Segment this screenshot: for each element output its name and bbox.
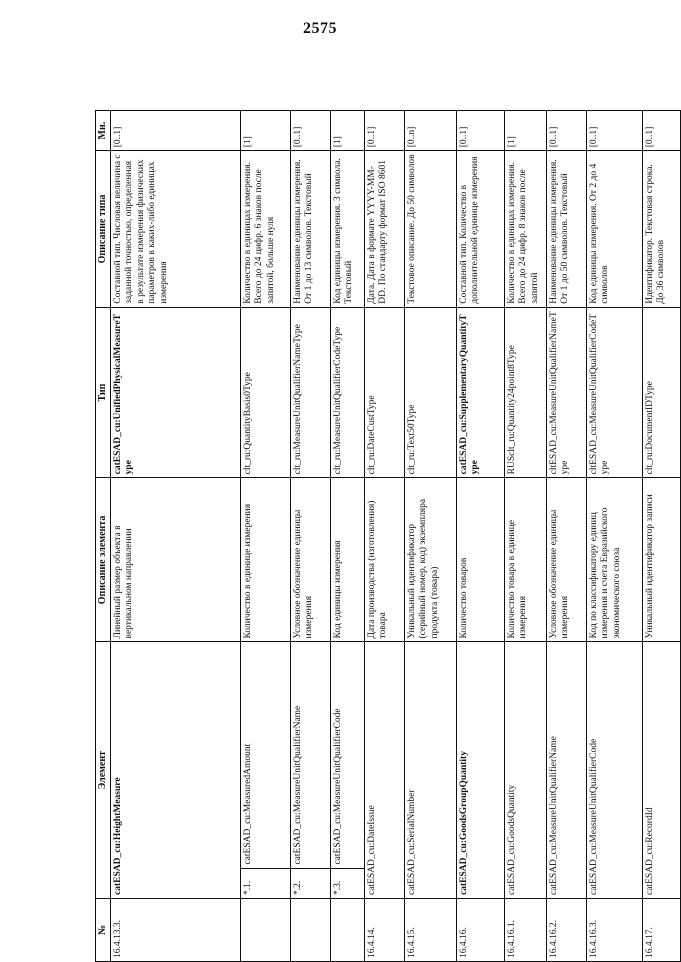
row-number [241, 898, 291, 961]
row-multiplicity: [0..1] [643, 111, 681, 151]
header-description: Описание элемента [96, 478, 111, 642]
row-number: 16.4.13.3. [111, 898, 241, 961]
row-type: clt_ru:QuantityBasis0Type [241, 307, 291, 478]
row-number: 16.4.14. [365, 898, 405, 961]
row-description: Линейный размер объекта в вертикальном направлении [111, 478, 241, 642]
header-type-description: Описание типа [96, 151, 111, 308]
row-element: catESAD_cu:DateIssue [365, 642, 405, 898]
row-number: 16.4.17. [643, 898, 681, 961]
row-type-description: Наименование единицы измерения. От 1 до 50 символов. Текстовый [547, 151, 587, 308]
row-subitem-prefix: *.2. [291, 868, 331, 898]
row-type: cltESAD_cu:MeasureUnitQualifierNameType [547, 307, 587, 478]
row-element: catESAD_cu:MeasureUnitQualifierCode [587, 642, 643, 898]
header-element: Элемент [96, 642, 111, 898]
row-type: clt_ru:MeasureUnitQualifierCodeType [331, 307, 365, 478]
row-element: catESAD_cu:GoodsQuantity [505, 642, 547, 898]
row-type-description: Код единицы измерения. 3 символа. Текстовый [331, 151, 365, 308]
row-type: clt_ru:Text50Type [405, 307, 457, 478]
header-num: № [96, 898, 111, 961]
row-type-description: Количество в единицах измерения. Всего до 24 цифр. 6 знаков после запятой, больше нуля [241, 151, 291, 308]
table-row [111, 111, 241, 962]
row-type-description: Дата. Дата в формате YYYY-MM-DD. По стандарту формат ISO 8601 [365, 151, 405, 308]
element-table [95, 110, 681, 962]
row-type: catESAD_cu:UnifiedPhysicalMeasureType [111, 307, 241, 478]
table-row [457, 111, 505, 962]
table-row [241, 111, 291, 962]
row-description: Код единицы измерения [331, 478, 365, 642]
row-type-description: Код единицы измерения. От 2 до 4 символов [587, 151, 643, 308]
row-number [331, 898, 365, 961]
row-subitem-prefix: *.1. [241, 868, 291, 898]
row-type: clt_ru:MeasureUnitQualifierNameType [291, 307, 331, 478]
table-row [365, 111, 405, 962]
row-type: clt_ru:DocumentIDType [643, 307, 681, 478]
row-element: catESAD_cu:GoodsGroupQuantity [457, 642, 505, 898]
table-row [643, 111, 681, 962]
row-number [291, 898, 331, 961]
row-multiplicity: [0..1] [291, 111, 331, 151]
row-type-description: Идентификатор. Текстовая строка. До 36 символов [643, 151, 681, 308]
row-element: catESAD_cu:MeasureUnitQualifierName [291, 642, 331, 868]
row-element: catESAD_cu:MeasuredAmount [241, 642, 291, 868]
row-type: RUSclt_ru:Quantity24point8Type [505, 307, 547, 478]
row-description: Условное обозначение единицы измерения [547, 478, 587, 642]
row-multiplicity: [0..1] [547, 111, 587, 151]
row-number: 16.4.16. [457, 898, 505, 961]
row-element: catESAD_cu:MeasureUnitQualifierCode [331, 642, 365, 868]
row-type-description: Количество в единицах измерения. Всего до 24 цифр. 8 знаков после запятой [505, 151, 547, 308]
row-description: Количество товаров [457, 478, 505, 642]
page-number: 2575 [303, 20, 337, 37]
row-description: Уникальный идентификатор записи [643, 478, 681, 642]
row-type-description: Составной тип. Числовая величина с заданной точностью, определенная в результате измерения физических параметров в каких-либо единицах измерения [111, 151, 241, 308]
table-row [291, 111, 331, 962]
row-description: Код по классификатору единиц измерения и счета Евразийского экономического союза [587, 478, 643, 642]
row-element: catESAD_cu:HeightMeasure [111, 642, 241, 898]
table-header-row [96, 111, 111, 962]
row-multiplicity: [0..1] [457, 111, 505, 151]
row-type: catESAD_cu:SupplementaryQuantityType [457, 307, 505, 478]
row-multiplicity: [1] [241, 111, 291, 151]
row-description: Уникальный идентификатор (серийный номер, код) экземпляра продукта (товара) [405, 478, 457, 642]
row-multiplicity: [1] [331, 111, 365, 151]
row-multiplicity: [1] [505, 111, 547, 151]
row-type: clt_ru:DateCustType [365, 307, 405, 478]
row-description: Дата производства (изготовления) товара [365, 478, 405, 642]
row-multiplicity: [0..n] [405, 111, 457, 151]
row-number: 16.4.16.3. [587, 898, 643, 961]
row-multiplicity: [0..1] [365, 111, 405, 151]
table-row [587, 111, 643, 962]
row-type-description: Составной тип. Количество в дополнительной единице измерения [457, 151, 505, 308]
table-row [547, 111, 587, 962]
row-element: catESAD_cu:SerialNumber [405, 642, 457, 898]
row-description: Условное обозначение единицы измерения [291, 478, 331, 642]
header-multiplicity: Мн. [96, 111, 111, 151]
row-number: 16.4.16.2. [547, 898, 587, 961]
row-type: cltESAD_cu:MeasureUnitQualifierCodeType [587, 307, 643, 478]
row-element: catESAD_cu:RecordId [643, 642, 681, 898]
row-number: 16.4.16.1. [505, 898, 547, 961]
table-row [405, 111, 457, 962]
row-multiplicity: [0..1] [111, 111, 241, 151]
row-multiplicity: [0..1] [587, 111, 643, 151]
row-number: 16.4.15. [405, 898, 457, 961]
row-description: Количество товара в единице измерения [505, 478, 547, 642]
row-type-description: Текстовое описание. До 50 символов [405, 151, 457, 308]
row-description: Количество в единице измерения [241, 478, 291, 642]
row-subitem-prefix: *.3. [331, 868, 365, 898]
header-type: Тип [96, 307, 111, 478]
table-row [505, 111, 547, 962]
table-row [331, 111, 365, 962]
rotated-page [95, 57, 667, 962]
row-type-description: Наименование единицы измерения. От 1 до 13 символов. Текстовый [291, 151, 331, 308]
row-element: catESAD_cu:MeasureUnitQualifierName [547, 642, 587, 898]
